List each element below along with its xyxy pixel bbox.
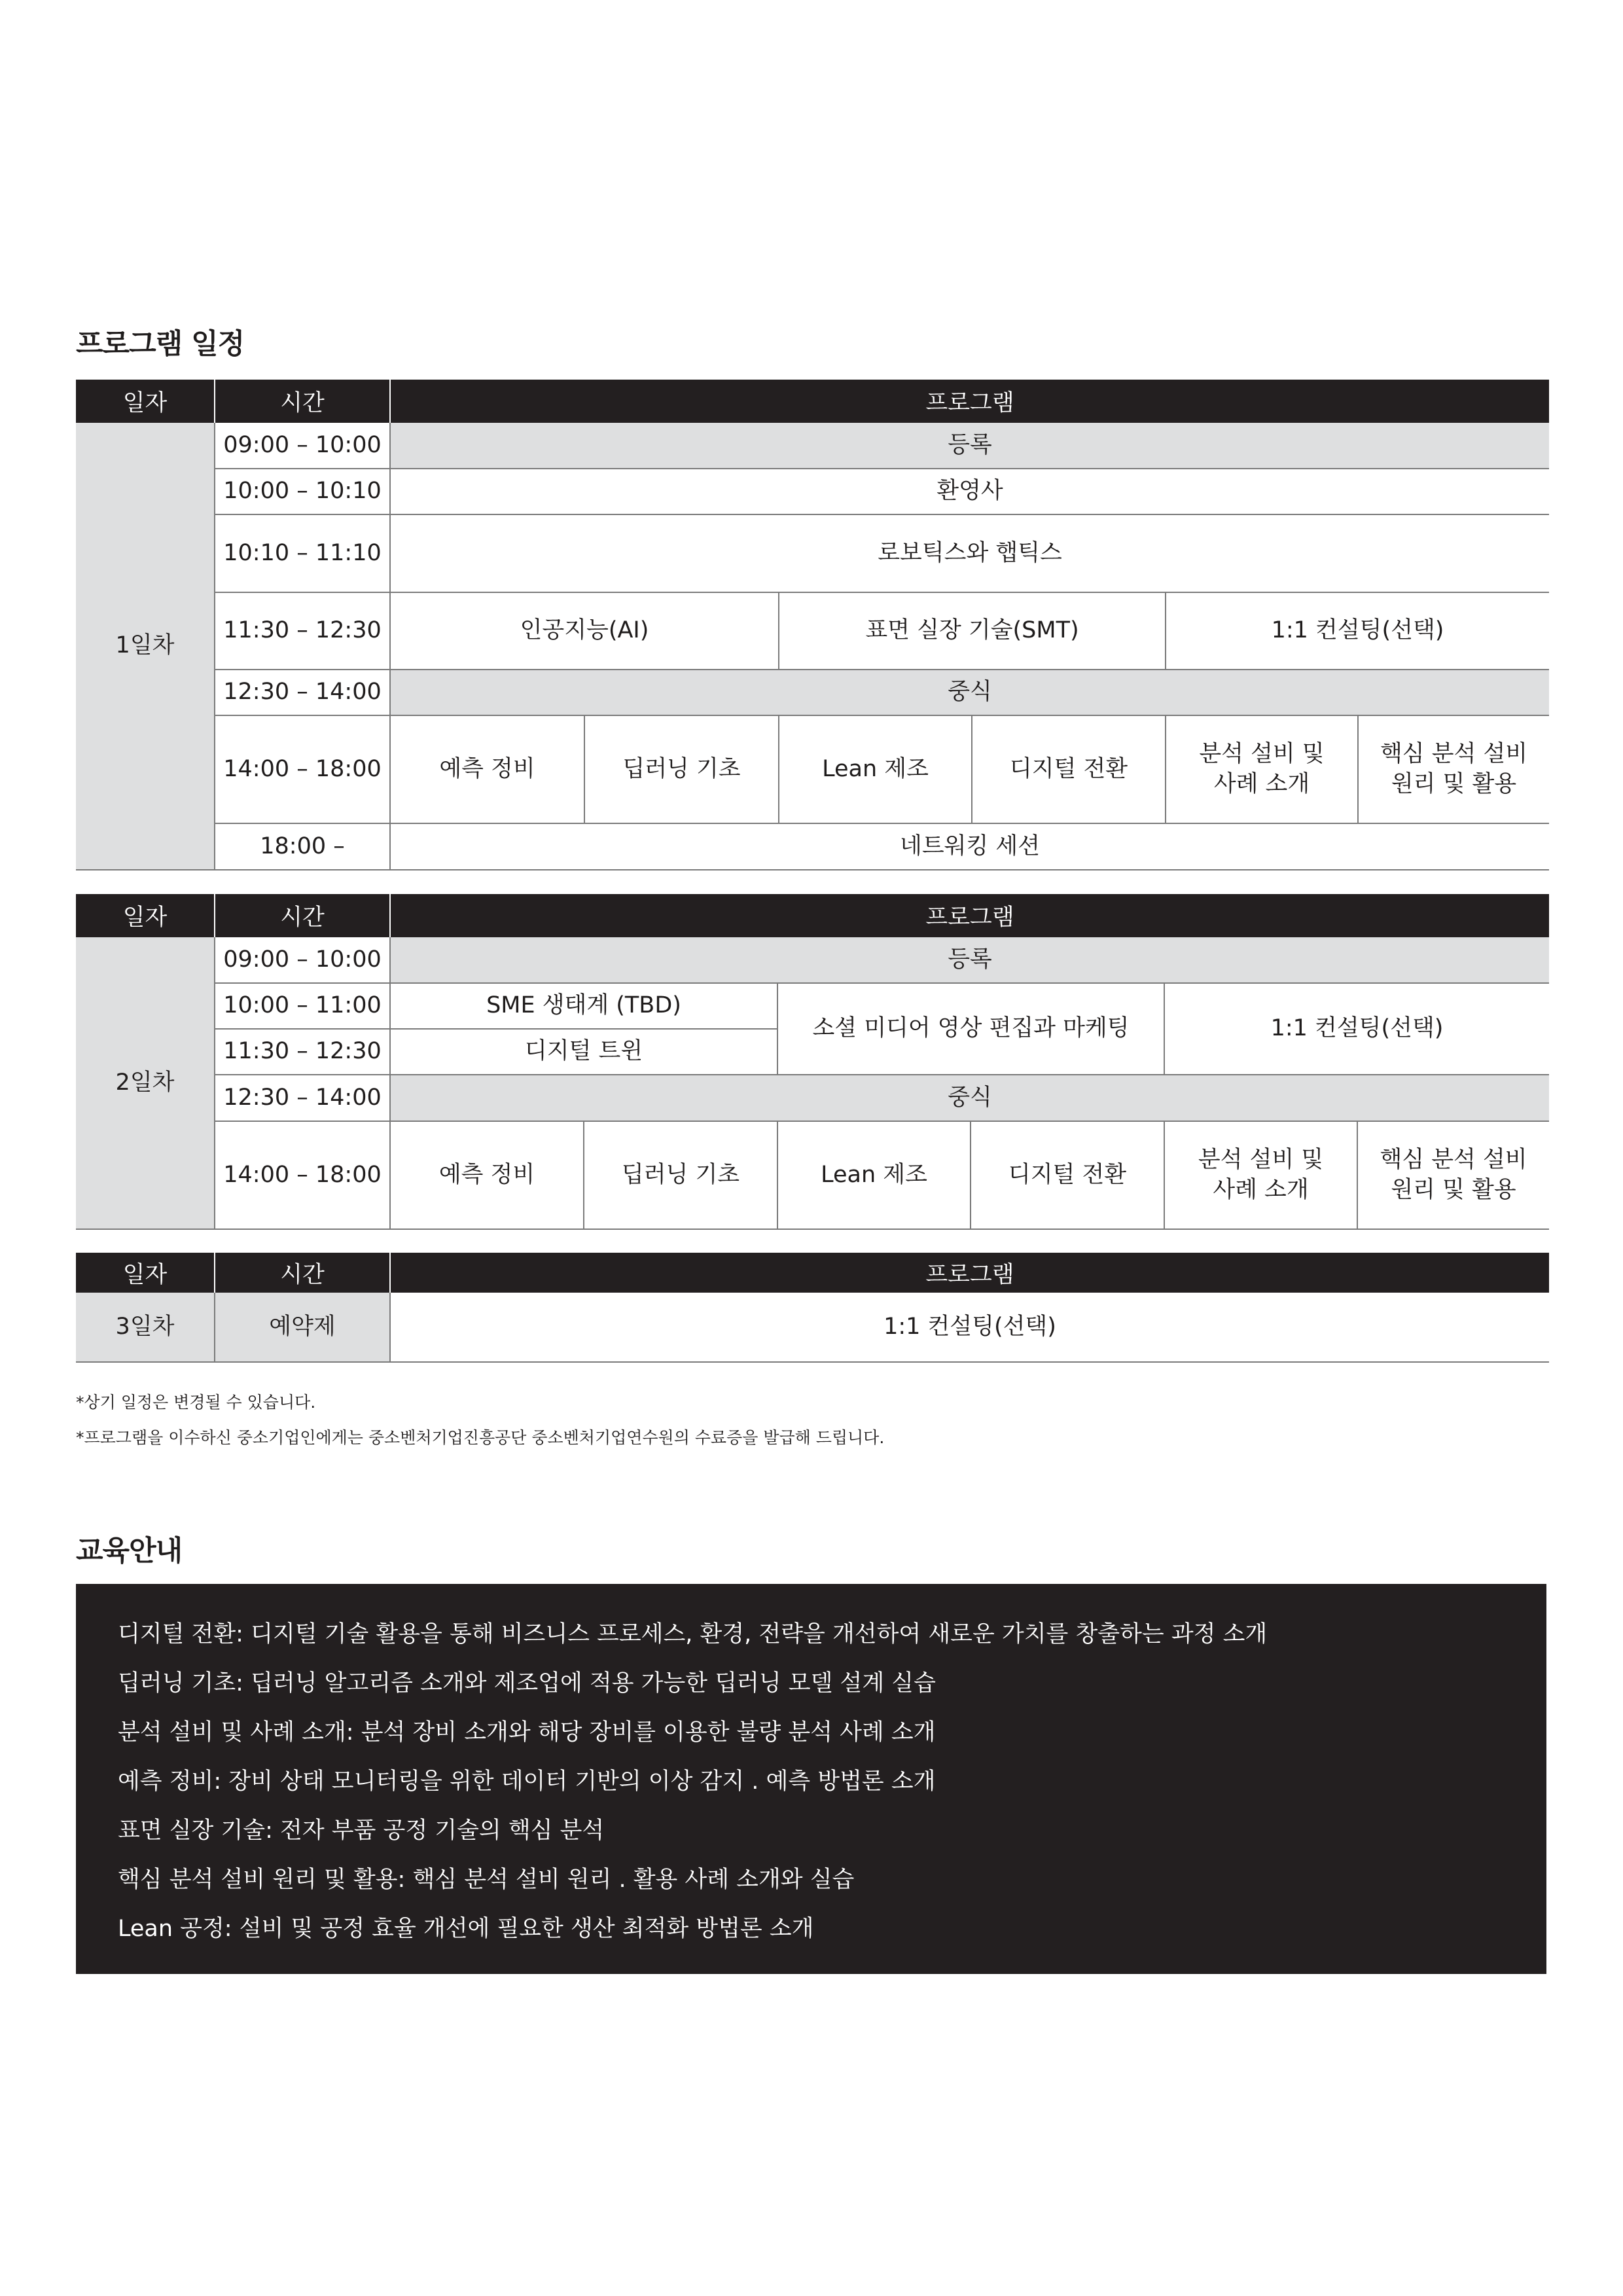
program-cell: 딥러닝 기초: [584, 715, 779, 823]
table-header-row: [76, 1253, 1549, 1293]
time-cell: 11:30 – 12:30: [215, 1029, 390, 1075]
table-row: [76, 823, 1549, 870]
program-cell: 로보틱스와 햅틱스: [390, 514, 1549, 592]
table-row: [76, 1075, 1549, 1121]
schedule-title: 프로그램 일정: [76, 328, 245, 361]
header-program: 프로그램: [390, 380, 1549, 423]
program-cell: 디지털 전환: [971, 1121, 1164, 1229]
header-program: 프로그램: [390, 1253, 1549, 1293]
time-cell: 10:00 – 11:00: [215, 983, 390, 1029]
program-cell: 딥러닝 기초: [584, 1121, 777, 1229]
time-cell: 10:10 – 11:10: [215, 514, 390, 592]
program-cell: Lean 제조: [779, 715, 972, 823]
program-cell: 등록: [390, 937, 1549, 983]
time-cell: 12:30 – 14:00: [215, 1075, 390, 1121]
program-cell: 1:1 컨설팅(선택): [390, 1293, 1549, 1362]
guide-item: 핵심 분석 설비 원리 및 활용: 핵심 분석 설비 원리 . 활용 사례 소개와 실습: [118, 1867, 855, 1893]
program-cell: Lean 제조: [777, 1121, 971, 1229]
program-cell: 네트워킹 세션: [390, 823, 1549, 870]
table-row: [76, 423, 1549, 469]
program-cell: 핵심 분석 설비 원리 및 활용: [1357, 1121, 1549, 1229]
header-time: 시간: [215, 894, 390, 937]
program-cell: 인공지능(AI): [390, 592, 779, 670]
header-program: 프로그램: [390, 894, 1549, 937]
header-day: 일자: [76, 380, 215, 423]
program-cell: 환영사: [390, 469, 1549, 514]
program-cell: 등록: [390, 423, 1549, 469]
guide-item: 표면 실장 기술: 전자 부품 공정 기술의 핵심 분석: [118, 1818, 605, 1844]
education-guide-box: [76, 1584, 1546, 1974]
time-cell: 09:00 – 10:00: [215, 937, 390, 983]
header-day: 일자: [76, 894, 215, 937]
time-cell: 14:00 – 18:00: [215, 1121, 390, 1229]
guide-item: Lean 공정: 설비 및 공정 효율 개선에 필요한 생산 최적화 방법론 소개: [118, 1916, 814, 1942]
time-cell: 09:00 – 10:00: [215, 423, 390, 469]
header-time: 시간: [215, 380, 390, 423]
table-row: [76, 469, 1549, 514]
schedule-note: *상기 일정은 변경될 수 있습니다.: [76, 1393, 316, 1412]
program-cell: 중식: [390, 670, 1549, 715]
day-label: 2일차: [76, 937, 215, 1229]
program-cell: 분석 설비 및 사례 소개: [1164, 1121, 1357, 1229]
time-cell: 11:30 – 12:30: [215, 592, 390, 670]
program-cell: 예측 정비: [390, 715, 584, 823]
guide-item: 예측 정비: 장비 상태 모니터링을 위한 데이터 기반의 이상 감지 . 예측 방법론 소개: [118, 1768, 936, 1795]
program-cell: 분석 설비 및 사례 소개: [1166, 715, 1358, 823]
program-cell: 핵심 분석 설비 원리 및 활용: [1358, 715, 1549, 823]
program-cell: 1:1 컨설팅(선택): [1164, 983, 1549, 1075]
time-cell: 예약제: [215, 1293, 390, 1362]
guide-item: 디지털 전환: 디지털 기술 활용을 통해 비즈니스 프로세스, 환경, 전략을 개선하여 새로운 가치를 창출하는 과정 소개: [118, 1621, 1268, 1647]
header-day: 일자: [76, 1253, 215, 1293]
header-time: 시간: [215, 1253, 390, 1293]
guide-item: 분석 설비 및 사례 소개: 분석 장비 소개와 해당 장비를 이용한 불량 분석 사례 소개: [118, 1719, 936, 1746]
certificate-note: *프로그램을 이수하신 중소기업인에게는 중소벤처기업진흥공단 중소벤처기업연수원의 수료증을 발급해 드립니다.: [76, 1428, 885, 1447]
table-row: [76, 1121, 1549, 1229]
table-header-row: [76, 894, 1549, 937]
time-cell: 12:30 – 14:00: [215, 670, 390, 715]
program-cell: 중식: [390, 1075, 1549, 1121]
program-cell: 디지털 전환: [972, 715, 1166, 823]
program-cell: 예측 정비: [390, 1121, 584, 1229]
program-cell: 표면 실장 기술(SMT): [779, 592, 1166, 670]
table-row: [76, 715, 1549, 823]
table-row: [76, 592, 1549, 670]
time-cell: 10:00 – 10:10: [215, 469, 390, 514]
table-header-row: [76, 380, 1549, 423]
table-row: [76, 514, 1549, 592]
table-row: [76, 983, 1549, 1029]
day1-schedule-table: [76, 380, 1549, 870]
time-cell: 18:00 –: [215, 823, 390, 870]
guide-title: 교육안내: [76, 1535, 183, 1568]
day2-schedule-table: [76, 894, 1549, 1230]
day-label: 1일차: [76, 423, 215, 870]
program-cell: 디지털 트윈: [390, 1029, 777, 1075]
time-cell: 14:00 – 18:00: [215, 715, 390, 823]
day-label: 3일차: [76, 1293, 215, 1362]
table-row: [76, 1293, 1549, 1362]
table-row: [76, 670, 1549, 715]
program-cell: 1:1 컨설팅(선택): [1166, 592, 1549, 670]
guide-item: 딥러닝 기초: 딥러닝 알고리즘 소개와 제조업에 적용 가능한 딥러닝 모델 설계 실습: [118, 1670, 936, 1696]
table-row: [76, 937, 1549, 983]
program-cell: SME 생태계 (TBD): [390, 983, 777, 1029]
program-cell: 소셜 미디어 영상 편집과 마케팅: [777, 983, 1164, 1075]
day3-schedule-table: [76, 1253, 1549, 1363]
